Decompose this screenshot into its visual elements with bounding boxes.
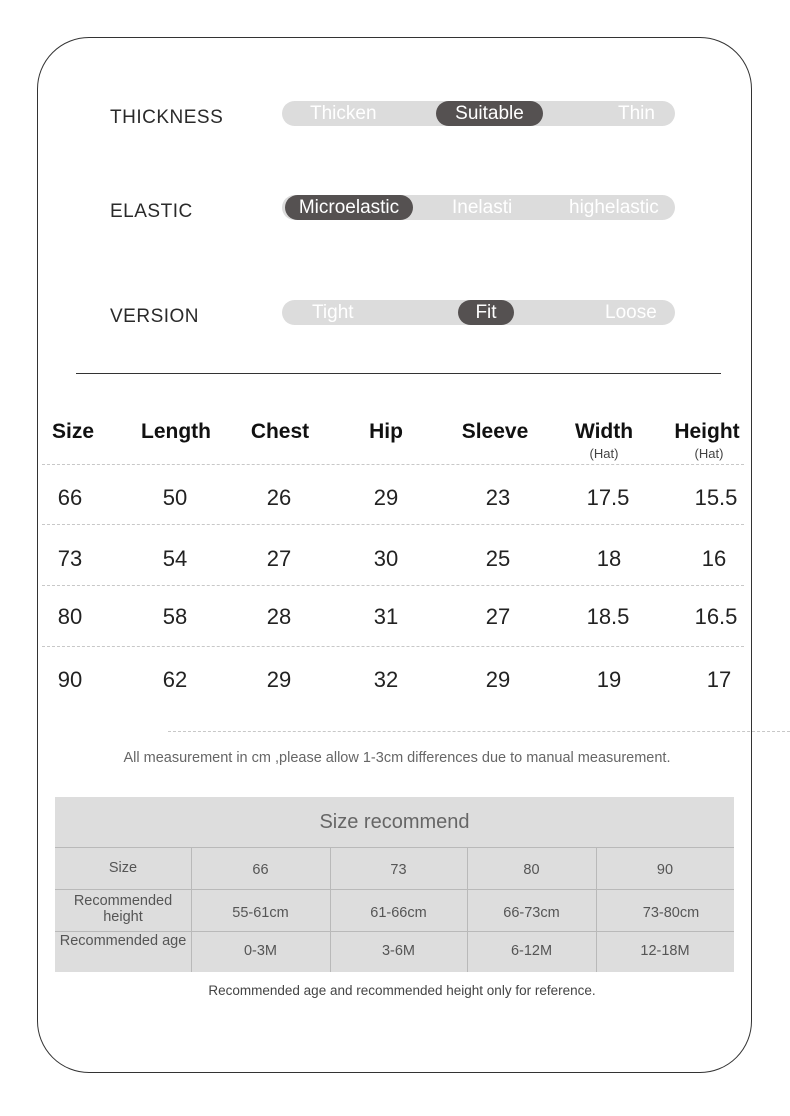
thickness-label: THICKNESS: [110, 107, 224, 128]
table-cell: 17: [706, 667, 732, 692]
header-length: Length: [141, 420, 211, 443]
header-height: Height: [674, 420, 740, 443]
row-separator: [55, 889, 734, 890]
recommend-height: 73-80cm: [642, 905, 700, 921]
table-cell: 29: [485, 667, 511, 692]
header-width: Width: [574, 420, 634, 443]
header-size: Size: [51, 420, 95, 443]
row-separator: [42, 646, 744, 647]
header-width-sub: (Hat): [589, 446, 619, 461]
recommend-size: 73: [390, 862, 407, 878]
table-cell: 32: [373, 667, 399, 692]
recommend-age: 0-3M: [243, 943, 278, 959]
thickness-option-suitable-selected: Suitable: [436, 101, 543, 126]
recommend-age: 3-6M: [381, 943, 416, 959]
table-cell: 54: [162, 546, 188, 571]
table-bottom-separator: [168, 731, 790, 732]
version-option-loose: Loose: [605, 302, 657, 323]
header-sleeve: Sleeve: [461, 420, 529, 443]
elastic-bar: [282, 195, 675, 220]
table-cell: 16: [701, 546, 727, 571]
table-cell: 62: [162, 667, 188, 692]
recommend-age: 12-18M: [640, 943, 690, 959]
header-chest: Chest: [250, 420, 310, 443]
elastic-option-microelastic-selected: Microelastic: [285, 195, 413, 220]
table-cell: 29: [373, 485, 399, 510]
table-cell: 58: [162, 604, 188, 629]
table-cell: 31: [373, 604, 399, 629]
recommend-size: 66: [252, 862, 269, 878]
size-recommend-title: Size recommend: [319, 811, 470, 833]
table-cell: 80: [57, 604, 83, 629]
header-hip: Hip: [369, 420, 403, 443]
row-separator: [42, 585, 744, 586]
table-cell: 23: [485, 485, 511, 510]
table-cell: 50: [162, 485, 188, 510]
table-cell: 15.5: [694, 485, 738, 510]
thickness-option-thicken: Thicken: [310, 103, 377, 124]
table-cell: 19: [596, 667, 622, 692]
section-divider: [76, 373, 721, 374]
version-label: VERSION: [110, 306, 200, 327]
row-separator: [55, 931, 734, 932]
thickness-option-thin: Thin: [618, 103, 655, 124]
thickness-bar: [282, 101, 675, 126]
table-cell: 27: [485, 604, 511, 629]
recommend-row-label-height: Recommended height: [73, 893, 173, 925]
table-cell: 66: [57, 485, 83, 510]
version-option-fit-selected: Fit: [458, 300, 514, 325]
table-cell: 17.5: [586, 485, 630, 510]
row-separator: [55, 847, 734, 848]
measurement-note: All measurement in cm ,please allow 1-3cm differences due to manual measurement.: [123, 750, 671, 766]
table-cell: 25: [485, 546, 511, 571]
table-cell: 28: [266, 604, 292, 629]
table-cell: 16.5: [694, 604, 738, 629]
recommend-height: 66-73cm: [503, 905, 560, 921]
table-cell: 26: [266, 485, 292, 510]
recommend-footnote: Recommended age and recommended height only for reference.: [208, 983, 596, 998]
table-cell: 18: [596, 546, 622, 571]
elastic-option-inelasti: Inelasti: [452, 197, 513, 218]
recommend-height: 55-61cm: [232, 905, 289, 921]
elastic-label: ELASTIC: [110, 201, 193, 222]
recommend-row-label-age: Recommended age: [59, 933, 187, 949]
table-cell: 73: [57, 546, 83, 571]
recommend-size: 90: [656, 862, 674, 878]
recommend-age: 6-12M: [510, 943, 553, 959]
table-cell: 27: [266, 546, 292, 571]
version-bar: [282, 300, 675, 325]
recommend-size: 80: [523, 862, 540, 878]
recommend-height: 61-66cm: [370, 905, 427, 921]
table-cell: 29: [266, 667, 292, 692]
table-cell: 30: [373, 546, 399, 571]
row-separator: [42, 464, 744, 465]
size-recommend-table: [55, 797, 734, 972]
header-height-sub: (Hat): [694, 446, 724, 461]
elastic-option-highelastic: highelastic: [569, 197, 659, 218]
table-cell: 18.5: [586, 604, 630, 629]
row-separator: [42, 524, 744, 525]
recommend-row-label-size: Size: [108, 860, 138, 876]
table-cell: 90: [57, 667, 83, 692]
version-option-tight: Tight: [312, 302, 354, 323]
